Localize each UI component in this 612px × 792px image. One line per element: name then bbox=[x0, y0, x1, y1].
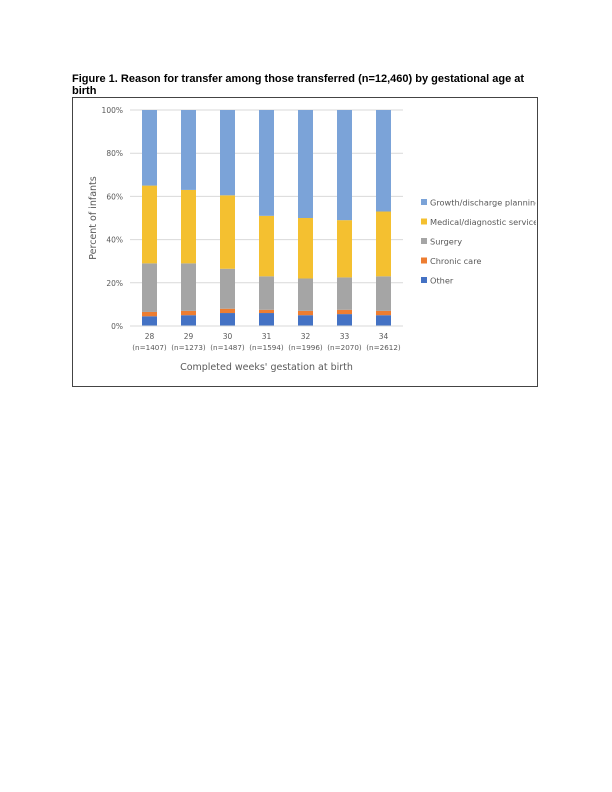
bar-segment bbox=[376, 110, 391, 212]
bar-segment bbox=[259, 313, 274, 326]
bar-segment bbox=[142, 186, 157, 264]
bar-segment bbox=[337, 110, 352, 220]
y-tick-label: 100% bbox=[101, 106, 123, 115]
legend-swatch bbox=[421, 219, 427, 225]
x-tick-sublabel: (n=1996) bbox=[288, 343, 323, 352]
bar-segment bbox=[298, 110, 313, 218]
bar-segment bbox=[298, 311, 313, 315]
figure-caption: Figure 1. Reason for transfer among those transferred (n=12,460) by gestational age at birth bbox=[72, 73, 525, 97]
x-tick-sublabel: (n=2612) bbox=[366, 343, 401, 352]
legend-swatch bbox=[421, 199, 427, 205]
legend-entry: Chronic care bbox=[430, 256, 482, 266]
bar-segment bbox=[181, 263, 196, 311]
bar-segment bbox=[298, 218, 313, 278]
bar-segment bbox=[376, 311, 391, 315]
bar-segment bbox=[337, 310, 352, 314]
bar-segment bbox=[142, 312, 157, 316]
legend-entry: Growth/discharge planning bbox=[430, 197, 536, 208]
bar-segment bbox=[337, 220, 352, 277]
x-tick-label: 28 bbox=[144, 332, 155, 341]
bar-segment bbox=[181, 311, 196, 315]
y-tick-label: 40% bbox=[106, 235, 123, 245]
bar-segment bbox=[259, 216, 274, 276]
bar-segment bbox=[181, 110, 196, 190]
bar-segment bbox=[220, 110, 235, 195]
bar-segment bbox=[142, 263, 157, 312]
bar-segment bbox=[298, 278, 313, 310]
bar-segment bbox=[337, 277, 352, 309]
x-tick-label: 32 bbox=[300, 332, 311, 341]
legend-swatch bbox=[421, 238, 427, 244]
y-tick-label: 80% bbox=[106, 149, 123, 159]
x-tick-sublabel: (n=1407) bbox=[132, 343, 167, 352]
bar-segment bbox=[142, 110, 157, 186]
bar-segment bbox=[142, 316, 157, 326]
bar-segment bbox=[376, 276, 391, 311]
bar-segment bbox=[220, 309, 235, 313]
bar-segment bbox=[259, 276, 274, 309]
legend-entry: Surgery bbox=[430, 236, 463, 247]
x-tick-label: 31 bbox=[261, 332, 272, 341]
legend-swatch bbox=[421, 258, 427, 264]
legend-entry: Other bbox=[430, 275, 454, 286]
figure-frame bbox=[72, 97, 538, 387]
x-tick-sublabel: (n=1594) bbox=[249, 343, 284, 352]
bar-segment bbox=[220, 195, 235, 268]
y-tick-label: 0% bbox=[111, 322, 123, 331]
x-axis-label: Completed weeks' gestation at birth bbox=[180, 362, 353, 373]
legend-entry: Medical/diagnostic services bbox=[430, 217, 536, 227]
x-tick-label: 33 bbox=[339, 332, 350, 341]
stacked-bar-chart bbox=[73, 98, 536, 385]
x-tick-sublabel: (n=1273) bbox=[171, 343, 206, 352]
x-tick-sublabel: (n=2070) bbox=[327, 343, 362, 352]
bar-segment bbox=[259, 110, 274, 216]
x-tick-label: 29 bbox=[183, 332, 194, 341]
bar-segment bbox=[220, 313, 235, 326]
bar-segment bbox=[259, 310, 274, 313]
y-axis-label: Percent of infants bbox=[88, 176, 99, 260]
bar-segment bbox=[376, 212, 391, 277]
bar-segment bbox=[220, 269, 235, 309]
bar-segment bbox=[376, 315, 391, 326]
bar-segment bbox=[298, 315, 313, 326]
bar-segment bbox=[337, 314, 352, 326]
x-tick-label: 34 bbox=[378, 332, 389, 341]
x-tick-sublabel: (n=1487) bbox=[210, 343, 245, 352]
legend-swatch bbox=[421, 277, 427, 283]
y-tick-label: 60% bbox=[106, 192, 123, 202]
x-tick-label: 30 bbox=[222, 332, 233, 341]
bar-segment bbox=[181, 315, 196, 326]
bar-segment bbox=[181, 190, 196, 263]
y-tick-label: 20% bbox=[106, 278, 123, 288]
